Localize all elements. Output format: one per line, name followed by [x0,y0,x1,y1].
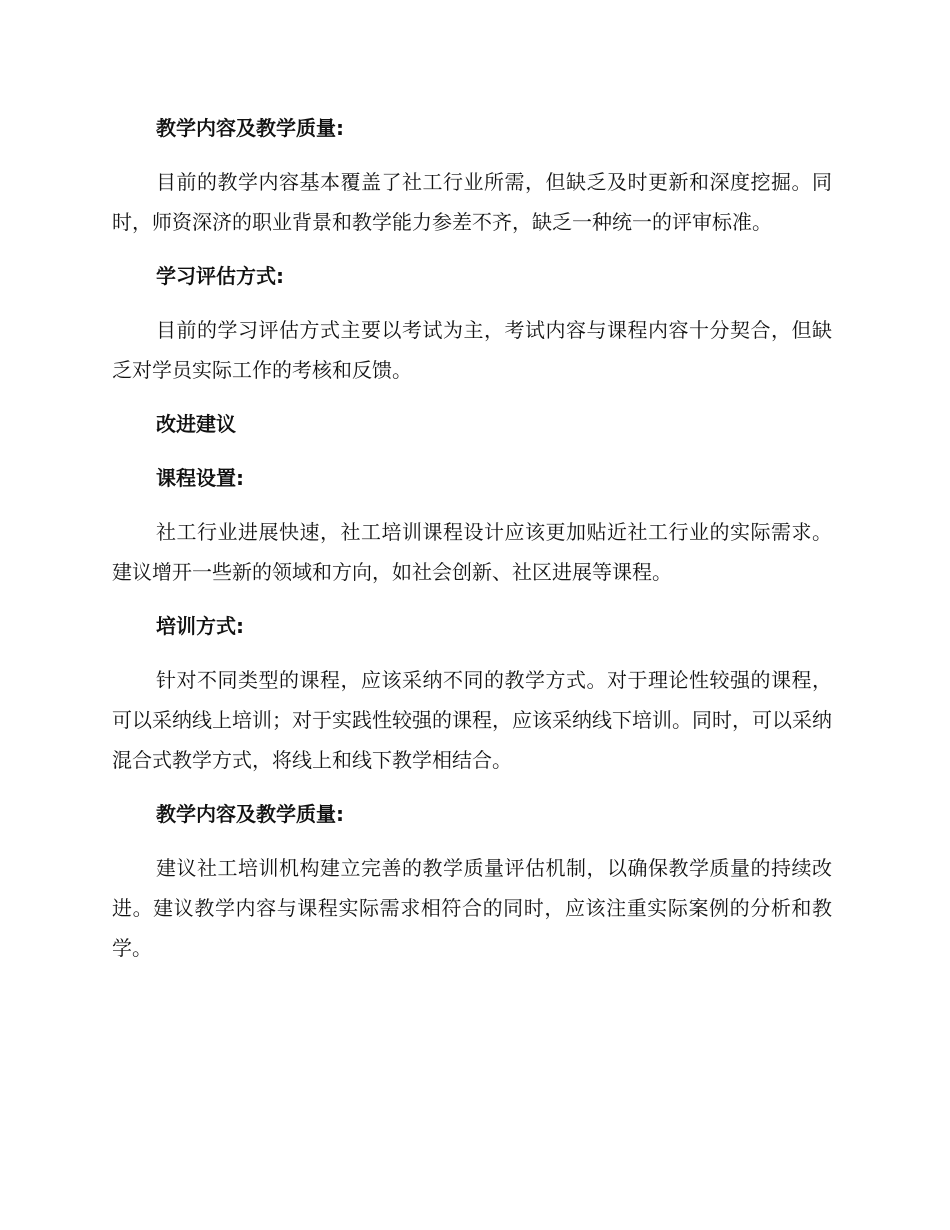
section-paragraph-training-method: 针对不同类型的课程，应该采纳不同的教学方式。对于理论性较强的课程，可以采纳线上培训；对于实践性较强的课程，应该采纳线下培训。同时，可以采纳混合式教学方式，将线上和线下教学相结合。 [112,668,832,772]
section-heading-teaching-quality: 教学内容及教学质量: [156,802,344,826]
section-heading-teaching-content: 教学内容及教学质量: [156,116,344,140]
section-paragraph-assessment: 目前的学习评估方式主要以考试为主，考试内容与课程内容十分契合，但缺乏对学员实际工作的考核和反馈。 [112,318,832,382]
section-heading-curriculum: 课程设置: [156,466,244,490]
document-body [112,108,832,982]
section-heading-training-method: 培训方式: [156,614,244,638]
section-heading-assessment: 学习评估方式: [156,264,284,288]
section-paragraph-teaching-content: 目前的教学内容基本覆盖了社工行业所需，但缺乏及时更新和深度挖掘。同时，师资深济的职业背景和教学能力参差不齐，缺乏一种统一的评审标准。 [112,170,832,234]
section-paragraph-teaching-quality: 建议社工培训机构建立完善的教学质量评估机制，以确保教学质量的持续改进。建议教学内容与课程实际需求相符合的同时，应该注重实际案例的分析和教学。 [112,856,832,960]
section-heading-improvement: 改进建议 [156,412,236,436]
section-paragraph-curriculum: 社工行业进展快速，社工培训课程设计应该更加贴近社工行业的实际需求。建议增开一些新的领域和方向，如社会创新、社区进展等课程。 [112,520,832,584]
